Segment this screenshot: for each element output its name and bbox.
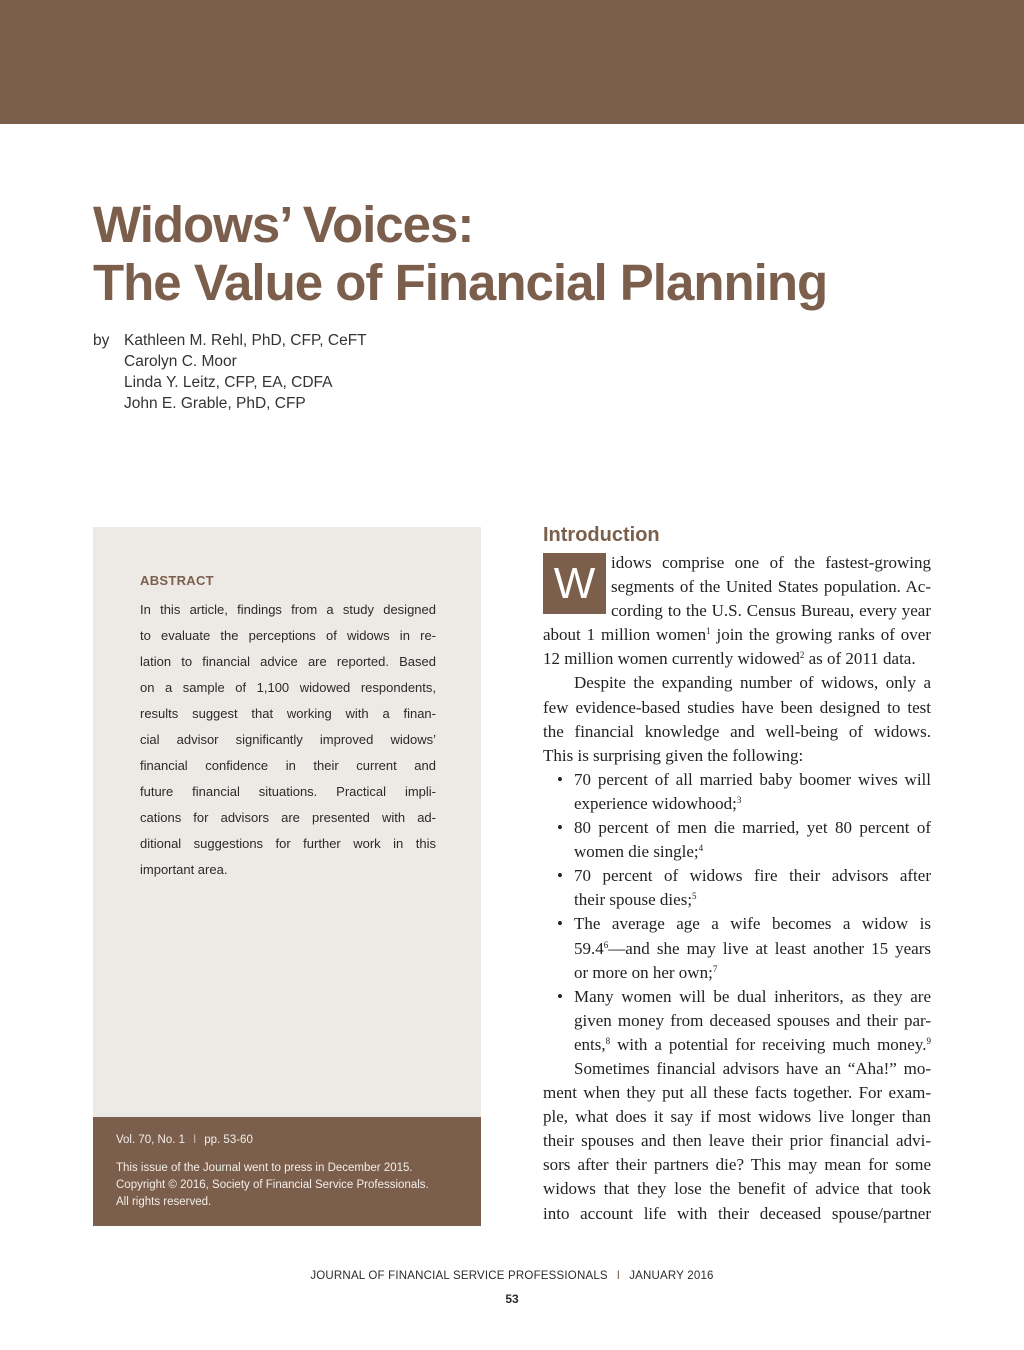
abstract-line: to evaluate the perceptions of widows in re- <box>140 628 436 643</box>
footnote-marker: 8 <box>605 1035 611 1046</box>
bullet-item-cont: ents,$^8$ with a potential for receiving much money.$^9$ <box>574 1034 931 1054</box>
author-list <box>124 330 367 414</box>
abstract-text <box>140 597 436 883</box>
abstract-line: important area. <box>140 862 228 877</box>
bullet-item-cont: 59.4$^6$—and she may live at least another 15 years <box>574 938 931 958</box>
volume-separator: I <box>193 1134 197 1146</box>
title-line-1: Widows’ Voices: <box>93 196 474 253</box>
body-line: sors after their partners die? This may mean for some <box>543 1155 931 1175</box>
footnote-marker: 2 <box>799 650 805 661</box>
body-line: the financial knowledge and well-being of widows. <box>543 721 931 741</box>
article-title <box>93 196 827 312</box>
abstract-line: cial advisor significantly improved widows’ <box>140 732 436 747</box>
body-line: about 1 million women$^1$ join the growing ranks of over <box>543 625 931 645</box>
by-label: by <box>93 332 110 349</box>
footnote-marker: 9 <box>926 1035 931 1046</box>
footnote-marker: 4 <box>698 843 704 854</box>
volume-number: Vol. 70, No. 1 <box>116 1134 186 1146</box>
footnote-marker: 3 <box>736 794 742 805</box>
author: Kathleen M. Rehl, PhD, CFP, CeFT <box>124 332 367 349</box>
abstract-line: financial confidence in their current and <box>140 758 436 773</box>
body-line: few evidence-based studies have been designed to test <box>543 697 931 717</box>
bullet-item-cont: given money from deceased spouses and their par- <box>574 1010 931 1030</box>
header-band <box>0 0 1024 124</box>
title-line-2: The Value of Financial Planning <box>93 254 828 311</box>
body-line: This is surprising given the following: <box>543 745 804 765</box>
journal-info-box <box>93 1117 481 1226</box>
journal-name: JOURNAL OF FINANCIAL SERVICE PROFESSIONALS <box>310 1270 608 1282</box>
body-line: ple, what does it say if most widows live longer than <box>543 1107 931 1127</box>
abstract-line: In this article, findings from a study designed <box>140 602 436 617</box>
abstract-line: future financial situations. Practical impli- <box>140 784 436 799</box>
body-text <box>543 551 931 1226</box>
abstract-box <box>93 527 481 1117</box>
bullet-item-cont: their spouse dies;$^5$ <box>574 890 697 910</box>
press-note <box>116 1160 429 1211</box>
bullet-item: • The average age a wife becomes a widow is <box>543 912 931 936</box>
bullet-item-cont: or more on her own;$^7$ <box>574 962 718 982</box>
author: Carolyn C. Moor <box>124 353 237 370</box>
bullet-item-cont: experience widowhood;$^3$ <box>574 793 742 813</box>
bullet-item: • 80 percent of men die married, yet 80 percent of <box>543 816 931 840</box>
press-line: This issue of the Journal went to press in December 2015. <box>116 1162 413 1174</box>
body-line: cording to the U.S. Census Bureau, every year <box>611 601 931 621</box>
footnote-marker: 1 <box>706 626 711 637</box>
introduction-heading: Introduction <box>543 524 660 546</box>
abstract-line: on a sample of 1,100 widowed respondents, <box>140 680 436 695</box>
press-line: All rights reserved. <box>116 1196 212 1208</box>
body-line: segments of the United States population. Ac- <box>611 577 931 597</box>
abstract-line: cations for advisors are presented with ad- <box>140 810 436 825</box>
abstract-line: lation to financial advice are reported. Based <box>140 654 436 669</box>
body-line: 12 million women currently widowed$^2$ as of 2011 data. <box>543 649 916 669</box>
abstract-line: results suggest that working with a finan- <box>140 706 436 721</box>
body-line: idows comprise one of the fastest-growing <box>611 553 931 572</box>
body-line: into account life with their deceased spouse/partner <box>543 1203 931 1223</box>
body-line: Despite the expanding number of widows, only a <box>574 673 931 693</box>
volume-line <box>116 1134 253 1146</box>
footnote-marker: 5 <box>692 891 697 902</box>
page-range: pp. 53-60 <box>204 1134 253 1146</box>
bullet-item-cont: women die single;$^4$ <box>574 842 704 862</box>
footnote-marker: 7 <box>712 963 718 974</box>
page-number: 53 <box>505 1292 519 1306</box>
drop-cap: W <box>543 553 606 614</box>
footer-separator: I <box>616 1270 621 1282</box>
bullet-item: • 70 percent of all married baby boomer wives will <box>543 768 931 792</box>
body-line: widows that they lose the benefit of advice that took <box>543 1179 931 1199</box>
issue-date: JANUARY 2016 <box>629 1270 714 1282</box>
body-line: their spouses and then leave their prior financial advi- <box>543 1131 931 1151</box>
press-line: Copyright © 2016, Society of Financial Service Professionals. <box>116 1179 429 1191</box>
bullet-item: • 70 percent of widows fire their advisors after <box>543 864 931 888</box>
footnote-marker: 6 <box>603 939 609 950</box>
abstract-line: ditional suggestions for further work in this <box>140 836 436 851</box>
bullet-item: • Many women will be dual inheritors, as they are <box>543 985 931 1009</box>
page-footer <box>0 1270 1024 1282</box>
body-line: ment when they put all these facts together. For exam- <box>543 1083 931 1103</box>
abstract-heading: ABSTRACT <box>140 573 214 588</box>
author: Linda Y. Leitz, CFP, EA, CDFA <box>124 374 333 391</box>
body-line: Sometimes financial advisors have an “Aha!” mo- <box>574 1058 931 1078</box>
author: John E. Grable, PhD, CFP <box>124 395 306 412</box>
